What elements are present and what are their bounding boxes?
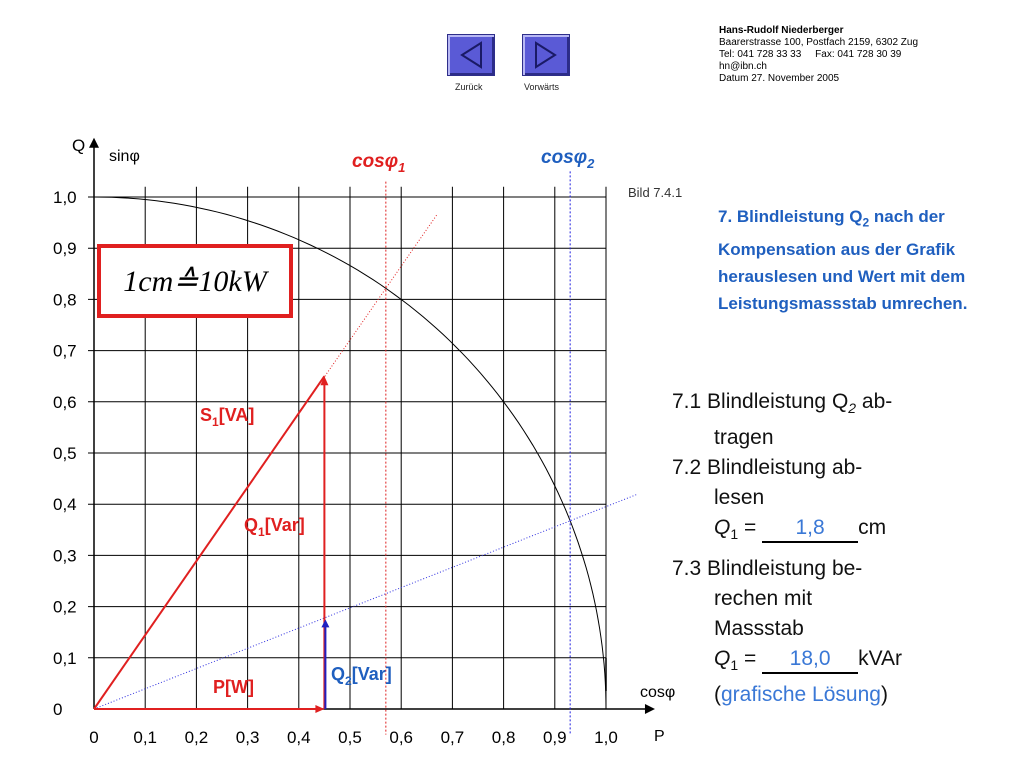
q2-vector-arrow <box>321 619 329 627</box>
x-tick-label: 0,7 <box>440 728 465 747</box>
y-axis-arrow <box>89 138 99 148</box>
y-tick-label: 0,6 <box>53 392 77 412</box>
y-tick-label: 1,0 <box>53 188 77 207</box>
y-tick-label: 0,2 <box>53 597 77 617</box>
step-7-2: 7.2 Blindleistung ab- lesen $Q_1 = 1,8$ cm <box>672 456 887 543</box>
x-tick-label: 0 <box>89 728 99 747</box>
x-tick-label: 0,6 <box>389 728 414 747</box>
back-label: Zurück <box>455 82 483 92</box>
y-tick-label: 0,9 <box>53 239 77 259</box>
q2-label: $Q_2[Var]$ <box>331 664 392 688</box>
y-tick-label: 0,4 <box>53 495 77 515</box>
x-tick-label: 0,8 <box>491 728 516 747</box>
x-axis-cos-label: cosφ <box>640 684 676 701</box>
p-vector-arrow <box>315 705 324 713</box>
x-tick-label: 0,2 <box>184 728 209 747</box>
cos-phi1-label: cosφ$_1$ <box>352 151 406 175</box>
y-tick-label: 0,3 <box>53 546 77 566</box>
x-axis-p-label: P <box>654 728 665 745</box>
x-tick-label: 0,3 <box>235 728 260 747</box>
task-description: 7. Blindleistung $Q_2$ nach der Kompensation aus der Grafik herauslesen und Wert mit dem Leistungsmassstab umrechen. <box>718 207 968 314</box>
x-tick-label: 1,0 <box>594 728 618 747</box>
scale-box: 1cm≙10kW <box>97 244 293 318</box>
contact-date: Datum 27. November 2005 <box>719 73 840 84</box>
step-7-1: 7.1 Blindleistung $Q_2$ ab- tragen <box>672 390 893 450</box>
y-tick-label: 0,5 <box>53 444 77 463</box>
contact-name: Hans-Rudolf Niederberger <box>719 25 844 36</box>
y-axis-q-label: Q <box>72 136 86 155</box>
p-label: P[W] <box>213 677 254 697</box>
q1-label: $Q_1[Var]$ <box>244 515 305 539</box>
y-tick-label: 0,8 <box>53 290 77 310</box>
graphic-solution-text: grafische Lösung <box>721 683 881 707</box>
x-tick-label: 0,4 <box>286 728 311 747</box>
forward-label: Vorwärts <box>524 82 560 92</box>
figure-id: Bild 7.4.1 <box>628 185 683 200</box>
y-tick-label: 0,7 <box>53 341 77 361</box>
step-7-3: 7.3 Blindleistung be- rechen mit Massstab $Q_1 = 18,0$ kVAr (grafische Lösung) <box>672 557 903 707</box>
contact-phone: Tel: 041 728 33 33 Fax: 041 728 30 39 <box>719 49 902 60</box>
contact-email: hn@ibn.ch <box>719 61 767 72</box>
contact-address: Baarerstrasse 100, Postfach 2159, 6302 Zug <box>719 37 919 48</box>
x-tick-label: 0,5 <box>338 728 362 747</box>
s1-vector <box>94 376 324 709</box>
y-axis-sin-label: sinφ <box>109 148 140 165</box>
x-tick-label: 0,1 <box>133 728 158 747</box>
cos-phi2-label: cosφ$_2$ <box>541 147 595 171</box>
x-tick-label: 0,9 <box>542 728 567 747</box>
y-tick-label: 0,1 <box>53 648 77 668</box>
q1-kvar-value: 18,0 <box>789 647 831 670</box>
q1-cm-value: 1,8 <box>795 516 825 539</box>
x-axis-arrow <box>645 704 655 714</box>
y-tick-label: 0 <box>53 700 63 719</box>
s1-label: $S_1[VA]$ <box>200 405 255 429</box>
